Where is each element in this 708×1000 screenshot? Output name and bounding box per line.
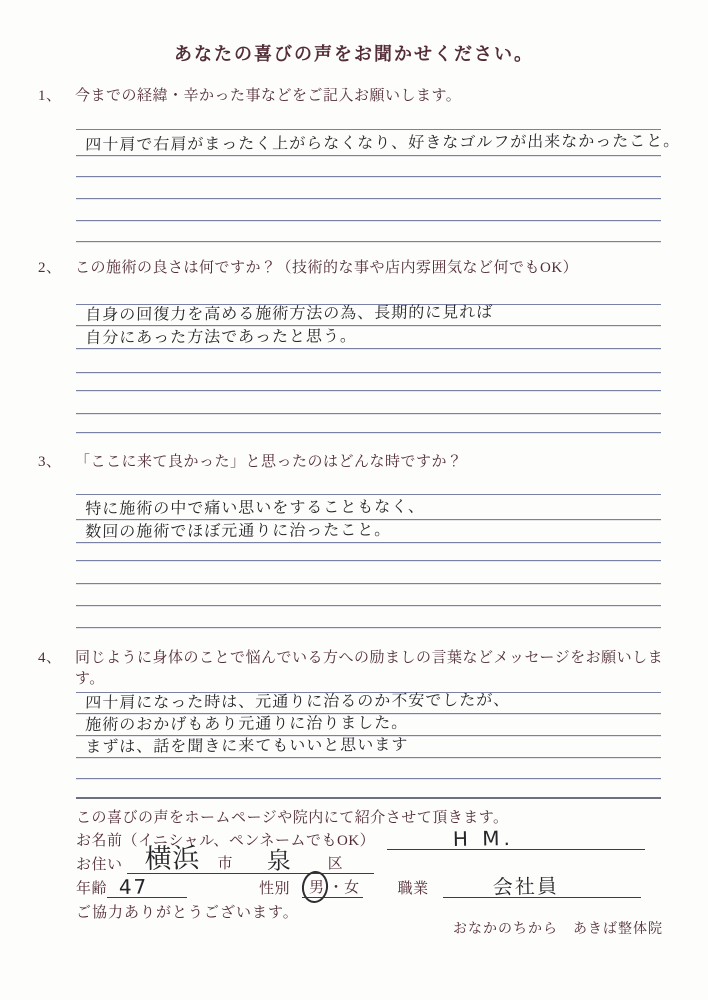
occupation-field bbox=[443, 873, 641, 899]
name-field bbox=[387, 825, 645, 851]
ruled-line bbox=[76, 130, 681, 156]
residence-row bbox=[76, 843, 374, 875]
age-value: 47 bbox=[118, 874, 149, 899]
question-4-label: 同じように身体のことで悩んでいる方への励ましの言葉などメッセージをお願いします。 bbox=[75, 650, 664, 687]
question-1-label: 今までの経緯・辛かった事などをご記入お願いします。 bbox=[75, 88, 462, 104]
age-gender-occupation-row bbox=[76, 873, 641, 899]
gender-separator: ・ bbox=[328, 880, 345, 896]
gender-option-male bbox=[305, 876, 329, 897]
clinic-name: おなかのちから あきば整体院 bbox=[453, 922, 663, 937]
gender-male-text: 男 bbox=[309, 880, 325, 896]
footer-divider bbox=[76, 797, 661, 799]
question-3-label: 「ここに来て良かった」と思ったのはどんな時ですか？ bbox=[75, 454, 463, 470]
answer-area-q4 bbox=[76, 689, 661, 779]
question-3-number: 3、 bbox=[38, 454, 62, 470]
ruled-line bbox=[76, 520, 661, 543]
question-3 bbox=[38, 450, 678, 471]
handwritten-answer: まずは、話を聞きに来てもいいと思います bbox=[85, 734, 409, 756]
name-label: お名前（イニシャル、ペンネームでもOK） bbox=[76, 833, 376, 849]
ruled-line bbox=[76, 561, 661, 584]
age-label: 年齢 bbox=[76, 881, 108, 897]
answer-area-q2 bbox=[76, 301, 661, 433]
residence-field bbox=[127, 843, 374, 875]
ruled-line bbox=[76, 606, 661, 628]
thanks-note: ご協力ありがとうございます。 bbox=[76, 905, 299, 921]
ruled-line bbox=[76, 156, 661, 177]
question-2-number: 2、 bbox=[38, 260, 62, 276]
ruled-line bbox=[76, 584, 661, 606]
ruled-line bbox=[76, 177, 661, 199]
ward-suffix: 区 bbox=[327, 856, 344, 872]
gender-option-female: 女 bbox=[344, 880, 360, 896]
ruled-line bbox=[76, 714, 661, 736]
ruled-line bbox=[76, 689, 661, 714]
handwritten-answer: 特に施術の中で痛い思いをすることもなく、 bbox=[85, 496, 426, 518]
question-2 bbox=[38, 256, 678, 277]
handwritten-answer: 四十肩になった時は、元通りに治るのか不安でしたが、 bbox=[85, 689, 511, 712]
city-value: 横浜 bbox=[144, 843, 200, 875]
ruled-line bbox=[76, 736, 661, 758]
ward-value: 泉 bbox=[266, 846, 292, 875]
share-note-row bbox=[76, 806, 509, 827]
form-title: あなたの喜びの声をお聞かせください。 bbox=[174, 44, 534, 64]
ruled-line bbox=[76, 326, 661, 349]
answer-area-q1 bbox=[76, 129, 681, 242]
handwritten-answer: 四十肩で右肩がまったく上がらなくなり、好きなゴルフが出来なかったこと。 bbox=[85, 130, 681, 154]
share-note: この喜びの声をホームページや院内にて紹介させて頂きます。 bbox=[76, 810, 509, 826]
question-2-label: この施術の良さは何ですか？（技術的な事や店内雰囲気など何でもOK） bbox=[75, 260, 579, 276]
occupation-label: 職業 bbox=[397, 881, 429, 897]
handwritten-answer: 数回の施術でほぼ元通りに治ったこと。 bbox=[85, 519, 392, 541]
question-1 bbox=[38, 84, 678, 105]
occupation-value: 会社員 bbox=[492, 873, 559, 899]
handwritten-answer: 自身の回復力を高める施術方法の為、長期的に見れば bbox=[85, 301, 494, 324]
gender-label: 性別 bbox=[259, 881, 291, 897]
ruled-line bbox=[76, 495, 661, 520]
question-4-number: 4、 bbox=[38, 650, 62, 666]
ruled-line bbox=[76, 349, 661, 373]
name-value: H M. bbox=[452, 825, 515, 851]
answer-area-q3 bbox=[76, 494, 661, 628]
question-4 bbox=[38, 646, 678, 688]
handwritten-answer: 施術のおかげもあり元通りに治りました。 bbox=[85, 712, 409, 734]
ruled-line bbox=[76, 221, 661, 242]
city-suffix: 市 bbox=[217, 856, 234, 872]
ruled-line bbox=[76, 758, 661, 779]
question-1-number: 1、 bbox=[38, 88, 62, 104]
ruled-line bbox=[76, 391, 661, 414]
ruled-line bbox=[76, 199, 661, 221]
ruled-line bbox=[76, 414, 661, 433]
handwritten-answer: 自分にあった方法であったと思う。 bbox=[85, 325, 358, 347]
ruled-line bbox=[76, 373, 661, 391]
ruled-line bbox=[76, 543, 661, 561]
residence-label: お住い bbox=[76, 857, 123, 873]
age-field bbox=[107, 874, 187, 899]
ruled-line bbox=[76, 301, 661, 326]
gender-field bbox=[302, 879, 363, 898]
